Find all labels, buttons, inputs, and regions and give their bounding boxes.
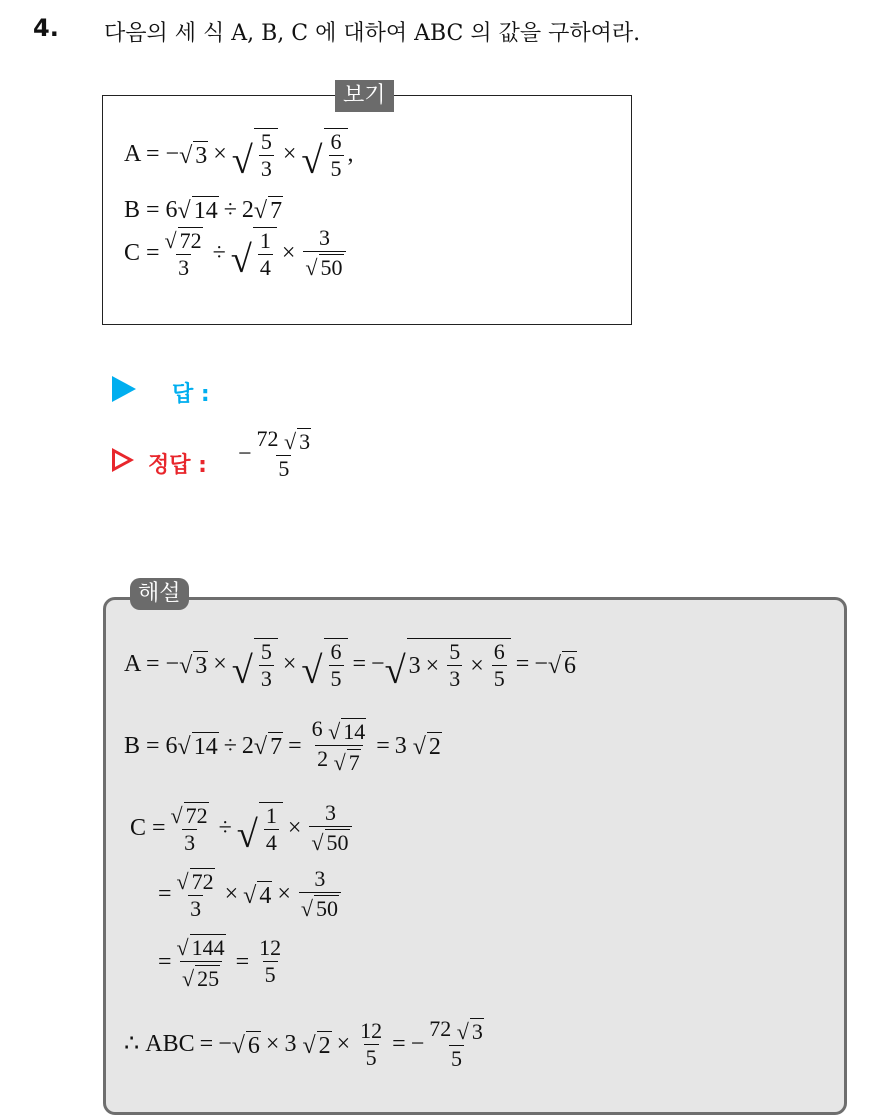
math-token: 5 (264, 962, 276, 988)
radical: √ 25 (182, 965, 220, 991)
radical: √ 2 (302, 1032, 331, 1059)
fraction (169, 802, 211, 854)
math-token: 6 (564, 652, 577, 679)
math-token: 6 (330, 129, 342, 154)
math-token: = (235, 948, 250, 975)
radical: √ 50 (311, 830, 349, 856)
fraction (358, 1017, 384, 1070)
math-token: = (376, 732, 390, 759)
math-token: , (347, 141, 354, 167)
math-token: × (282, 141, 297, 167)
radical: √ 3 × $\frac{5}{3}$ × $\frac{6}{5}$ (385, 638, 511, 690)
fraction (329, 131, 344, 180)
math-token: 3 (284, 1031, 297, 1058)
radical: √ 72 (176, 869, 214, 895)
radical: √ 144 (176, 935, 225, 961)
math-token: ABC (145, 1031, 195, 1058)
fraction (447, 641, 462, 690)
radical: √ 3 (284, 429, 311, 455)
math-token: 3 (318, 225, 330, 250)
correct-answer-label: 정답 : (148, 453, 207, 478)
example-line-a (124, 128, 354, 180)
math-token: 72 (185, 803, 208, 829)
math-token: 5 (451, 1046, 463, 1072)
fraction (310, 718, 369, 774)
correct-answer-value (238, 428, 316, 480)
radical: √ 6 (547, 652, 577, 679)
math-token: 5 (278, 456, 290, 482)
problem-number: 4. (33, 14, 59, 42)
math-token: × (425, 652, 440, 679)
math-token: = (352, 651, 367, 677)
example-line-b (124, 196, 283, 223)
math-token: × (281, 240, 296, 267)
math-token: 72 (256, 426, 279, 451)
sqrt-5-3: √ $\frac{5}{3}$ (232, 128, 278, 180)
math-token: 3 (408, 652, 421, 679)
math-token: ÷ (223, 196, 237, 223)
problem-text: 다음의 세 식 A, B, C 에 대하여 ABC 의 값을 구하여라. (104, 21, 641, 46)
math-token: 3 (195, 142, 208, 169)
math-token: ∴ (124, 1031, 140, 1058)
solution-line-c1 (130, 802, 355, 854)
math-token: 144 (191, 935, 225, 961)
math-token: B = 6 (124, 196, 178, 223)
math-token: 3 (184, 830, 196, 856)
correct-answer-arrow-icon (112, 448, 134, 472)
math-token: × (213, 141, 227, 167)
math-token: C = (124, 240, 160, 267)
math-token: 12 (360, 1017, 383, 1043)
math-token: ÷ (223, 732, 237, 759)
solution-line-b (124, 718, 442, 774)
math-token: = (199, 1031, 214, 1058)
math-token: B = 6 (124, 732, 178, 759)
solution-line-a (124, 638, 577, 690)
math-token: 3 (324, 800, 336, 825)
example-line-c (124, 227, 349, 279)
radical: √ 3 (456, 1019, 483, 1045)
math-token: 25 (197, 965, 220, 991)
math-token: 6 (493, 639, 505, 664)
radical: √ 50 (300, 896, 338, 922)
math-token: 72 (429, 1016, 452, 1041)
math-token: × (282, 651, 297, 677)
fraction (309, 802, 351, 854)
radical: √ 50 (305, 255, 343, 281)
radical: √ $\frac{1}{4}$ (237, 802, 283, 854)
sqrt-6-5: √ $\frac{6}{5}$ (301, 128, 347, 180)
solution-tag: 해설 (130, 578, 189, 610)
fraction (264, 805, 279, 854)
math-token: 3 (299, 429, 311, 455)
math-token: 7 (270, 198, 283, 224)
radical: √ $\frac{1}{4}$ (231, 227, 277, 279)
radical: √ 7 (253, 198, 283, 224)
solution-line-c2 (158, 868, 344, 920)
math-token: 2 (428, 734, 441, 761)
math-token: 3 (178, 255, 190, 281)
sqrt-3: √ 3 (179, 142, 208, 169)
math-token: 1 (265, 803, 277, 829)
math-token: × (265, 1031, 280, 1058)
fraction (175, 934, 228, 990)
math-token: 2 (241, 732, 254, 759)
math-token: 4 (259, 882, 272, 909)
fraction (329, 641, 344, 690)
radical: √ $\frac{5}{3}$ (232, 638, 278, 690)
math-token: 2 (318, 1032, 331, 1059)
math-token: 6 (330, 639, 342, 664)
math-token: 4 (265, 830, 277, 856)
math-token: 5 (365, 1044, 377, 1070)
fraction (299, 868, 341, 920)
math-token: 3 (190, 896, 202, 922)
math-token: 12 (259, 935, 282, 961)
fraction (427, 1018, 486, 1070)
math-token: 50 (326, 830, 349, 856)
math-token: 5 (493, 666, 505, 691)
math-token: 14 (193, 198, 218, 224)
fraction (255, 428, 314, 480)
math-token: − (410, 1031, 425, 1058)
math-token: × (213, 651, 227, 677)
fraction (175, 868, 217, 920)
math-token: × (277, 881, 291, 908)
math-token: 5 (330, 156, 342, 181)
radical: √ $\frac{6}{5}$ (301, 638, 347, 690)
fraction (163, 227, 205, 279)
math-token: 3 (471, 1019, 483, 1045)
radical: √ 14 (177, 734, 218, 761)
fraction (258, 230, 273, 279)
math-token: 7 (348, 749, 360, 775)
fraction (257, 937, 283, 986)
radical: √ 3 (179, 652, 208, 679)
radical: √ 7 (333, 749, 360, 775)
fraction (259, 131, 274, 180)
math-token: × (336, 1031, 351, 1058)
math-token: × (287, 815, 302, 842)
radical: √ 14 (328, 719, 366, 745)
solution-line-c3 (158, 934, 286, 990)
radical: √ 72 (170, 803, 208, 829)
radical: √ 14 (177, 198, 218, 224)
answer-label: 답 : (172, 382, 210, 407)
math-token: × (224, 881, 239, 908)
math-token: A = − (124, 651, 180, 677)
math-token: 5 (260, 129, 272, 154)
math-token: − (371, 651, 385, 677)
math-token: = (392, 1031, 406, 1058)
math-token: 7 (270, 734, 283, 761)
fraction (492, 641, 507, 690)
fraction (259, 641, 274, 690)
math-token: 2 (241, 196, 254, 223)
math-token: 4 (259, 255, 271, 281)
math-token: 1 (259, 228, 271, 254)
math-token: C = (130, 815, 166, 842)
math-token: ÷ (212, 240, 226, 267)
math-token: 14 (343, 719, 366, 745)
math-token: 3 (260, 666, 272, 691)
math-token: 6 (247, 1032, 260, 1059)
math-token: 3 (314, 866, 326, 891)
math-token: 3 (260, 156, 272, 181)
radical: √ 7 (253, 734, 283, 761)
radical: √ 4 (243, 882, 272, 909)
math-token: 50 (315, 896, 338, 922)
math-token: × (470, 652, 484, 679)
math-token: 5 (449, 639, 461, 664)
radical: √ 6 (231, 1032, 260, 1059)
math-token: − (218, 1031, 232, 1058)
math-token: 5 (330, 666, 342, 691)
math-token: 6 (311, 716, 323, 741)
math-token: − (238, 441, 252, 468)
math-token: 3 (394, 732, 407, 759)
solution-line-final (124, 1018, 489, 1070)
math-token: 72 (179, 228, 202, 254)
math-token: 5 (260, 639, 272, 664)
example-tag: 보기 (335, 80, 394, 112)
math-token: 2 (317, 746, 329, 772)
math-token: 72 (191, 869, 214, 895)
math-token: = (158, 881, 172, 908)
math-token: 14 (193, 734, 218, 761)
answer-arrow-icon (112, 376, 136, 402)
radical: √ 72 (164, 228, 202, 254)
math-token: 50 (320, 255, 343, 281)
math-token: 3 (449, 666, 461, 691)
a-lhs: A = − (124, 141, 180, 167)
radical: √ 2 (412, 734, 441, 761)
fraction (303, 227, 345, 279)
math-token: − (534, 651, 548, 677)
math-token: = (288, 732, 302, 759)
math-token: ÷ (218, 815, 232, 842)
math-token: 3 (195, 652, 208, 679)
math-token: = (515, 651, 530, 677)
math-token: = (158, 948, 172, 975)
